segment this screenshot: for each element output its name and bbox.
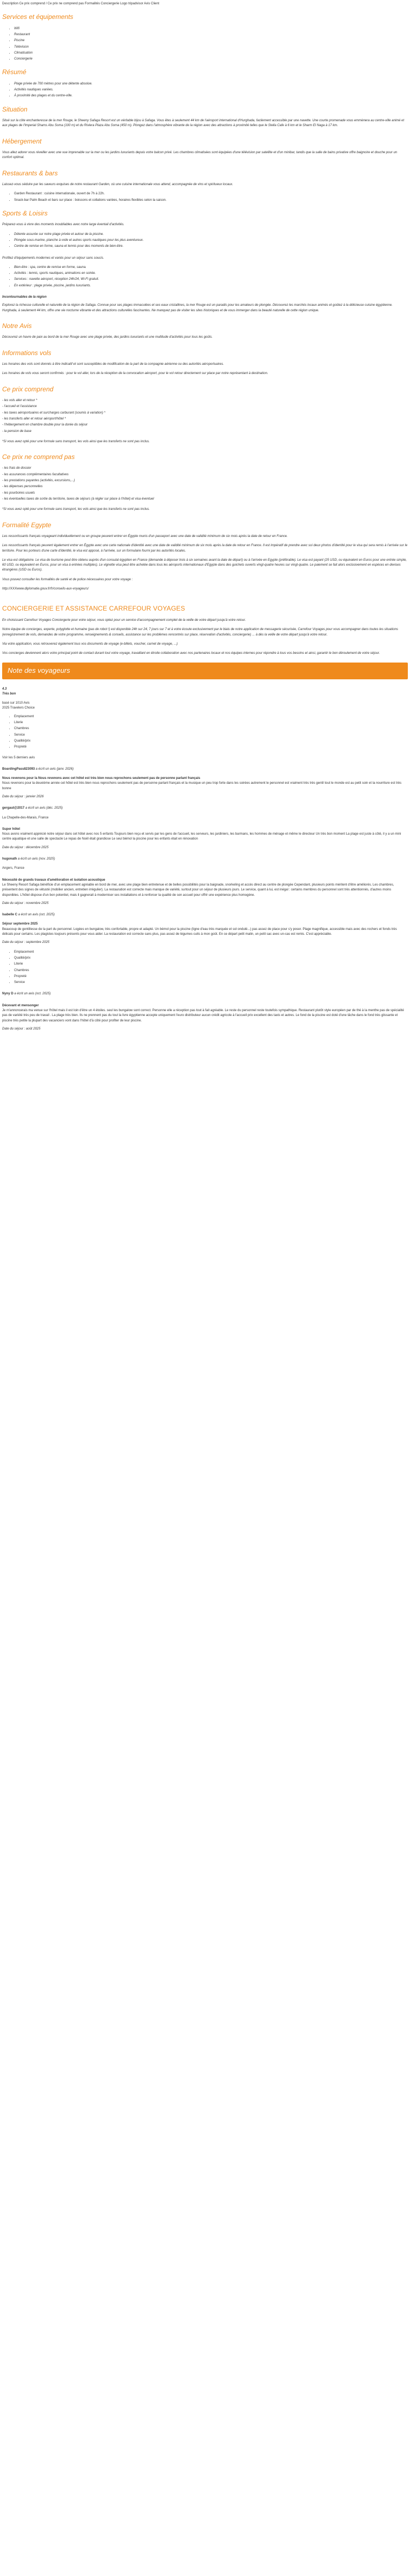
resume-item: • Activités nautiques variées. bbox=[14, 88, 408, 93]
service-item: • Télévision bbox=[14, 45, 408, 50]
infos-vols-p2: Les horaires de vols vous seront confirmés : pour le vol aller, lors de la réception de la convocation aéroport, pour le vol retour directement sur place par notre représentant à destination. bbox=[2, 372, 268, 376]
review-author: gergaut@2017 bbox=[2, 807, 25, 810]
ne-comprend-item: - les frais de dossier bbox=[2, 467, 31, 470]
infos-vols-p1: Les horaires des vols sont donnés à titre indicatif et sont susceptibles de modification de la part de la compagnie aérienne ou des autorités aéroportuaires. bbox=[2, 363, 224, 366]
conciergerie-p4: Vos concierges deviennent alors votre principal point de contact durant tout votre voyage, travaillant en étroite collaboration avec nos partenaires locaux et nos équipes internes pour répondre à tous vos besoins et ainsi, garantir le bon déroulement de votre séjour. bbox=[2, 652, 380, 656]
ne-comprend-item: - les pourboires usuels bbox=[2, 491, 35, 495]
criteria-item: • Propreté bbox=[14, 745, 408, 750]
ne-comprend-item: - les éventuelles taxes de sortie du territoire, taxes de séjours (à régler sur place à l'hôtel) et visa éventuel bbox=[2, 497, 154, 501]
service-item: • Piscine bbox=[14, 38, 408, 43]
resume-list bbox=[2, 82, 408, 99]
criteria-item: • Emplacement bbox=[14, 950, 408, 955]
service-item: • Restaurant bbox=[14, 32, 408, 37]
ne-comprend-item: - les dépenses personnelles bbox=[2, 485, 43, 489]
service-item: • Wifi bbox=[14, 27, 408, 31]
restaurants-title: Restaurants & bars bbox=[2, 169, 58, 177]
infos-vols-title: Informations vols bbox=[2, 349, 51, 357]
comprend-item: - les taxes aéroportuaires et surcharges carburant (soumis à variation) * bbox=[2, 411, 105, 415]
review-meta: a écrit un avis (oct. 2025) bbox=[17, 913, 55, 917]
region-subheading: Incontournables de la région bbox=[2, 296, 47, 299]
criteria-item: • Service bbox=[14, 980, 408, 985]
restaurant-item: • Snack-bar Palm Beach et bars sur place : boissons et collations variées, horaires flexibles selon la saison. bbox=[14, 198, 408, 203]
review bbox=[2, 1004, 408, 1032]
service-item: • Climatisation bbox=[14, 51, 408, 56]
formalite-p2: Les ressortissants français peuvent également entrer en Égypte avec une carte nationale d'identité avec une date de validité minimum de six mois après la date de retour en France. Il est impératif de prendre avec soi deux photos d'identité pour le visa qui sera remis à l'arrivée sur le territoire. Pour les porteurs d'une carte d'identité, le visa est apposé, à l'arrivée, sur un formulaire fourni par les autorités locales. bbox=[2, 544, 408, 553]
comprend-item: - l'hébergement en chambre double pour la durée du séjour bbox=[2, 423, 88, 427]
conciergerie-p3: Via votre application, vous retrouverez également tous vos documents de voyage (e-billets, voucher, carnet de voyage, ...) bbox=[2, 642, 178, 646]
review-meta: a écrit un avis (janv. 2026) bbox=[35, 767, 74, 771]
comprend-item: - l'accueil et l'assistance bbox=[2, 405, 37, 409]
conciergerie-title: CONCIERGERIE ET ASSISTANCE CARREFOUR VOYAGES bbox=[2, 605, 186, 613]
review-body: Nous avons vraiment apprécié notre séjour dans cet hôtel avec nos 5 enfants Toujours bien reçu et servis par les gens de l'accueil, les serveurs, les jardiniers, les barmans, les hommes de ménage et même le directeur Un très bon moment La plage est juste à côté, il y a un mini centre aquatique et une salle de spectacle Le repas de Noël était grandiose Le seul bémol la piscine pour les enfants était en rénovation bbox=[2, 833, 401, 841]
review-date: Date du séjour : septembre 2025 bbox=[2, 941, 50, 945]
avis-title: Notre Avis bbox=[2, 322, 32, 330]
restaurants-list bbox=[2, 192, 408, 203]
sports-item: • Détente assurée sur notre plage privée et autour de la piscine. bbox=[14, 232, 408, 237]
ne-comprend-item: - les prestations payantes (activités, excursions,...) bbox=[2, 479, 75, 483]
prix-ne-comprend-list bbox=[2, 466, 408, 502]
criteria-item: • Qualité/prix bbox=[14, 956, 408, 961]
review-date: Date du séjour : août 2025 bbox=[2, 1027, 41, 1031]
hebergement-text: Vous allez adorer vous réveiller avec une vue imprenable sur la mer ou les jardins luxuriants depuis votre balcon privé. Les chambres climatisées sont équipées d'une télévision par satellite et d'un minibar, tandis que la salle de bains privative offre baignoire et douche pour un confort optimal. bbox=[2, 151, 398, 160]
review bbox=[2, 878, 408, 906]
review-body: Je m'annoncerais ma venue sur l'hôtel mais il est loin d'être un 4 étoiles. seul les bungalow sont correct. Personne elle a réception pas tout à fait agréable. Le reste du personnel reste toutefois sympathique. Restaurant plutôt style européen par de thé à la menthe pas de spécialité pas de variété très peu de travail . La plage très bien. Ils ne prennent pas du tout la livre égyptienne accepte uniquement l'euro distributeur aucun crédit agricole à l'accueil prix excellent des taxis et autres. Le fond de la piscine est doté d'une tâche dans le fond très glissante et piscine très petite la plupart des vacanciers vont dans l'hôtel d'à côté pour profiter de leur piscine. bbox=[2, 1009, 404, 1022]
criteria-item: • Qualité/prix bbox=[14, 739, 408, 744]
review-body: Le Sheeny Resort Safaga bénéficie d'un emplacement agréable en bord de mer, avec une plage bien entretenue et de belles possibilités pour la baignade, snorkeling et accès direct au centre de plongée Cependant, plusieurs points méritent d'être améliorés. Les chambres, présentent des signes de vétusté (mobilier ancien, entretien irrégulier). La restauration est correcte mais manque de variété, surtout pour un séjour de plusieurs jours. Le service, quant à lui, est inégal : certains membres du personnel sont très attentionnés, d'autres moins disponibles. L'hôtel dispose d'un bon potentiel, mais il gagnerait à moderniser ses installations et à renforcer la qualité de son accueil pour offrir une expérience plus homogène. bbox=[2, 883, 394, 897]
comprend-item: - la pension de base bbox=[2, 429, 32, 433]
criteria-item: • Chambres bbox=[14, 726, 408, 731]
prix-comprend-title: Ce prix comprend bbox=[2, 385, 54, 393]
review bbox=[2, 857, 408, 871]
rating-value: 4.3 bbox=[2, 687, 7, 691]
review bbox=[2, 767, 408, 799]
restaurant-item: • Garden Restaurant : cuisine internationale, ouvert de 7h à 22h. bbox=[14, 192, 408, 196]
prix-ne-comprend-title: Ce prix ne comprend pas bbox=[2, 453, 75, 461]
review-meta: a écrit un avis (nov. 2025) bbox=[17, 857, 55, 861]
review-title: Nous revenons pour la Nous revenons avec cet hôtel est très bien nous reprochons seulement pas de personne parlant français bbox=[2, 777, 201, 781]
sports-list-1 bbox=[2, 232, 408, 250]
travelers-choice: 2025 Travelers Choice bbox=[2, 706, 35, 710]
sports-item: • Centre de remise en forme, sauna et tennis pour des moments de bien-être. bbox=[14, 244, 408, 249]
resume-item: • À proximité des plages et du centre-ville. bbox=[14, 94, 408, 99]
review-location: Angers, France bbox=[2, 867, 25, 870]
formalite-title: Formalité Egypte bbox=[2, 521, 51, 529]
rating-based: basé sur 1010 Avis bbox=[2, 702, 30, 705]
ne-comprend-note: *Si vous avez opté pour une formule sans transport, les vols ainsi que les transferts ne sont pas inclus. bbox=[2, 508, 150, 512]
criteria-item: • Propreté bbox=[14, 974, 408, 979]
review-body: Nous revenons pour la deuxième année cet hôtel est très bien nous reprochons seulement pas de personne parlant français et la musique un peu trop forte dans les soirées autrement le personnel est vraiment très très gentil tout le monde est au petit soin et la nourriture est très bonne bbox=[2, 782, 402, 790]
sports-list-2 bbox=[2, 265, 408, 289]
criteria-item: • Chambres bbox=[14, 968, 408, 973]
sports-intro-2: Profitez d'équipements modernes et variés pour un séjour sans soucis. bbox=[2, 256, 104, 260]
sports-item: • Plongée sous-marine, planche à voile et autres sports nautiques pour les plus aventureux. bbox=[14, 238, 408, 243]
conciergerie-p2: Notre équipe de concierges, experte, polyglotte et humaine (pas de robot !) est disponible 24h sur 24, 7 jours sur 7 et à votre écoute exclusivement par le biais de notre application de messagerie sécurisée, Carrefour Voyages pour vous accompagner dans toutes les situations (enregistrement de vols, demandes de votre programme, renseignements & conseils, assistance sur les problèmes rencontrés sur place, réservation d'activités, conciergerie) ... à dès la veille de votre départ jusqu'à votre retour. bbox=[2, 628, 398, 637]
criteria-item: • Service bbox=[14, 733, 408, 738]
comprend-item: - les transferts aller et retour aéroport/hôtel * bbox=[2, 417, 66, 421]
review-location: La Chapelle-des-Marais, France bbox=[2, 816, 49, 820]
review bbox=[2, 806, 408, 821]
review-author: BoardingPass823093 bbox=[2, 767, 35, 771]
service-item: • Conciergerie bbox=[14, 57, 408, 62]
review-author: Nyny D bbox=[2, 992, 14, 996]
criteria-item: • Literie bbox=[14, 720, 408, 725]
review bbox=[2, 827, 408, 850]
page bbox=[0, 0, 410, 1041]
criteria-item: • Literie bbox=[14, 962, 408, 967]
review-title: Séjour septembre 2025 bbox=[2, 922, 38, 926]
equipment-item: • Bien-être : spa, centre de remise en forme, sauna. bbox=[14, 265, 408, 270]
review-body: Beaucoup de gentillesse de la part du personnel. Logées en bungalow, très confortable, propre et adapté. Un bémol pour la piscine (ligne d'eau très marquée et sol ondulé...) pas assez de place pour s'y poser. Plage magnifique, accessible mais avec des rochers et fonds très délicats pour certains. Les plagistes toujours présents pour vous aider. La restauration est correcte sans plus, pas assez de légumes cuits à mon goût. En ce départ petit matin, un petit sac avec un-cas est remis. C'est appréciable. bbox=[2, 927, 397, 936]
review bbox=[2, 913, 408, 985]
review-title: Super hôtel bbox=[2, 827, 21, 831]
equipment-item: • Services : navette aéroport, réception 24h/24, Wi-Fi gratuit. bbox=[14, 277, 408, 282]
equipment-item: • En extérieur : plage privée, piscine, jardins luxuriants. bbox=[14, 284, 408, 289]
breadcrumb-nav[interactable]: Description Ce prix comprend / Ce prix ne comprend pas Formalités Conciergerie Logo tripadvisor Avis Client bbox=[2, 2, 160, 5]
services-title: Services et équipements bbox=[2, 13, 74, 21]
criteria-list bbox=[2, 950, 408, 986]
prix-comprend-list bbox=[2, 398, 408, 434]
see-last-reviews-link[interactable]: Voir les 5 derniers avis bbox=[2, 756, 35, 759]
comprend-note: *Si vous avez opté pour une formule sans transport, les vols ainsi que les transferts ne sont pas inclus. bbox=[2, 440, 150, 443]
review bbox=[2, 992, 408, 997]
diplomatie-link[interactable]: http://XXXwww.diplomatie.gouv.fr/fr/conseils-aux-voyageurs/ bbox=[2, 587, 89, 591]
region-text: Explorez la richesse culturelle et naturelle de la région de Safaga. Connue pour ses plages immaculées et ses eaux cristallines, la mer Rouge est un paradis pour les amateurs de plongée. Découvrez les marchés locaux animés et goûtez à la délicieuse cuisine égyptienne. Hurghada, à seulement 44 km, offre une vie nocturne vibrante et des attractions culturelles fascinantes. Ne manquez pas de visiter les sites historiques et de vous immerger dans la beauté naturelle de cette région unique. bbox=[2, 304, 393, 312]
resume-item: • Plage privée de 700 mètres pour une détente absolue. bbox=[14, 82, 408, 87]
review-date: Date du séjour : janvier 2026 bbox=[2, 795, 44, 798]
services-list bbox=[2, 27, 408, 62]
conciergerie-p1: En choisissant Carrefour Voyages Conciergerie pour votre séjour, vous optez pour un service d'accompagnement complet de la veille de votre départ jusqu'à votre retour. bbox=[2, 618, 246, 622]
sports-intro: Préparez-vous à vivre des moments inoubliables avec notre large éventail d'activités. bbox=[2, 223, 124, 227]
comprend-item: - les vols aller et retour * bbox=[2, 399, 37, 403]
equipment-item: • Activités : tennis, sports nautiques, animations en soirée. bbox=[14, 271, 408, 276]
rating-label: Très bon bbox=[2, 692, 16, 696]
review-meta: a écrit un avis (déc. 2025) bbox=[24, 807, 63, 810]
review-date: Date du séjour : novembre 2025 bbox=[2, 901, 49, 905]
situation-title: Situation bbox=[2, 105, 28, 113]
review-author: hugonath bbox=[2, 857, 17, 861]
hebergement-title: Hébergement bbox=[2, 137, 42, 145]
formalite-p4: Vous pouvez consulter les formalités de santé et de police nécessaires pour votre voyage : bbox=[2, 578, 133, 581]
formalite-p3: Le visa est obligatoire. Le visa de tourisme peut être obtenu auprès d'un consulat égyptien en France (demande à déposer trois à six semaines avant la date de départ) ou à l'arrivée en Egypte (préférable). Le visa est payant (25 USD, ou équivalent en Euros pour une entrée simple, 60 USD, ou équivalent en Euros, pour un visa à entrées multiples). Le vignette visa peut être achetée dans tous les aéroports internationaux d'Egypte dans des guichets ouverts vingt-quatre heures sur vingt-quatre. Le paiement se fait alors exclusivement en espèces en devises étrangères (USD ou Euros). bbox=[2, 558, 407, 572]
restaurants-text: Laissez-vous séduire par les saveurs exquises de notre restaurant Garden, où une cuisine internationale vous attend, accompagnée de vins et spiritueux locaux. bbox=[2, 183, 233, 187]
review-title: Décevant et mensonger bbox=[2, 1004, 39, 1007]
avis-text: Découvrez un havre de paix au bord de la mer Rouge avec une plage privée, des jardins luxuriants et une multitude d'activités pour tous les goûts. bbox=[2, 336, 213, 339]
notes-banner: Note des voyageurs bbox=[2, 663, 408, 679]
ne-comprend-item: - les assurances complémentaires facultatives bbox=[2, 473, 69, 476]
resume-title: Résumé bbox=[2, 68, 27, 76]
review-author: Isabelle C bbox=[2, 913, 18, 917]
situation-text: Situé sur la côte enchanteresse de la mer Rouge, le Sheeny Safaga Resort est un véritable bijou à Safaga. Vous êtes à seulement 44 km de l'aéroport international d'Hurghada, facilement accessible par une navette. Une courte promenade vous emmènera au centre-ville animé et aux plages de l'Imperial Shams Abu Soma (100 m) et du Riviera Plaza Abu Soma (450 m). Plongez dans l'atmosphère vibrante de la région avec des attractions à proximité telles que le Stella Cafe à 6 km et le Sharm El Naga à 17 km. bbox=[2, 119, 405, 128]
criteria-item: • Emplacement bbox=[14, 715, 408, 719]
criteria-list bbox=[2, 715, 408, 750]
review-date: Date du séjour : décembre 2025 bbox=[2, 845, 49, 849]
formalite-p1: Les ressortissants français voyageant individuellement ou en groupe peuvent entrer en Égypte munis d'un passeport avec une date de validité minimum de six mois après la date de retour en France. bbox=[2, 534, 288, 538]
review-title: Nécessité de grands travaux d'amélioration et isolation acoustique bbox=[2, 878, 105, 882]
review-meta: a écrit un avis (oct. 2025) bbox=[13, 992, 51, 996]
sports-title: Sports & Loisirs bbox=[2, 209, 48, 217]
